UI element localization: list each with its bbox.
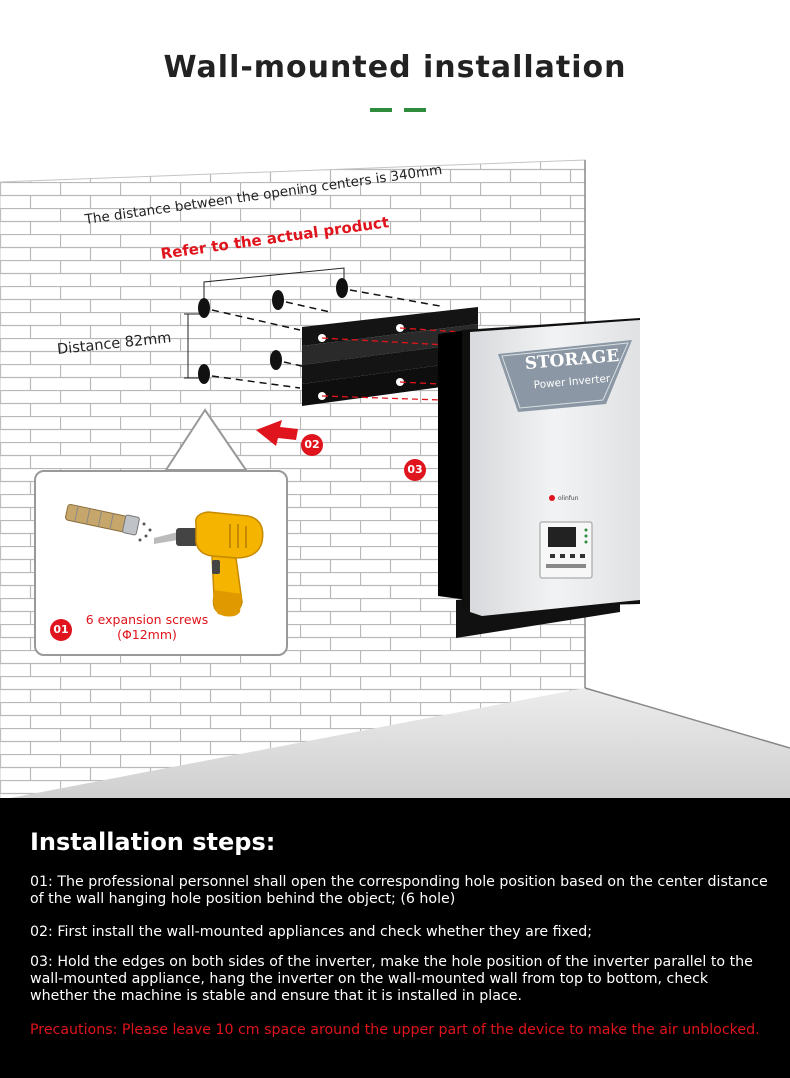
step-01-badge: 01 (50, 619, 72, 641)
step-02-badge: 02 (301, 434, 323, 456)
inverter-subtitle: Power Inverter (533, 372, 611, 392)
distance-label: The distance between the opening centers is 340mm (83, 161, 444, 228)
height-label: Distance 82mm (56, 330, 173, 358)
expansion-screws-label (72, 612, 222, 642)
inverter-title: STORAGE (524, 345, 620, 375)
step-3-text: 03: Hold the edges on both sides of the inverter, make the hole position of the inverter parallel to the wall-mounted appliance, hang the inverter on the wall-mounted wall from top to bottom, check whether the machine is stable and ensure that it is installed in place. (30, 954, 753, 1004)
power-drill-icon (154, 512, 263, 617)
screws-label-line1: 6 expansion screws (85, 612, 209, 627)
refer-label: Refer to the actual product (159, 213, 391, 263)
expansion-screw-icon (65, 504, 140, 535)
step-1-text: 01: The professional personnel shall open the corresponding hole position based on the center distance of the wall hanging hole position behind the object; (6 hole) (30, 874, 768, 907)
steps-heading: Installation steps: (30, 828, 276, 856)
precautions-text: Precautions: Please leave 10 cm space around the upper part of the device to make the air unblocked. (30, 1022, 760, 1038)
step-03-badge: 03 (404, 459, 426, 481)
inverter-brand: olinfun (558, 495, 579, 502)
installation-steps-panel (0, 798, 790, 1078)
step-2-text: 02: First install the wall-mounted appliances and check whether they are fixed; (30, 924, 593, 940)
page-title: Wall-mounted installation (163, 50, 627, 85)
screws-label-line2: (Φ12mm) (117, 627, 177, 642)
